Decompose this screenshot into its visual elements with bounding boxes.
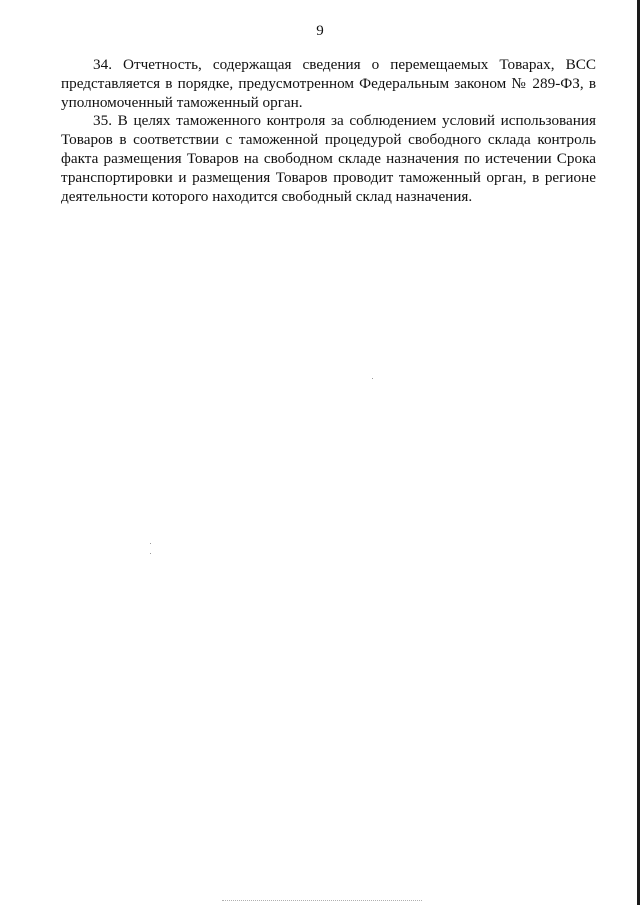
document-body: [61, 56, 596, 206]
page-number: 9: [316, 23, 324, 39]
scan-speck: [372, 378, 373, 379]
scan-speck: [150, 553, 151, 554]
scan-speck: [150, 543, 151, 544]
scan-bottom-artifact: [222, 900, 422, 902]
paragraph-35: 35. В целях таможенного контроля за соблюдением условий использования Товаров в соответствии с таможенной процедурой свободного склада контроль факта размещения Товаров на свободном складе назначения по истечении Срока транспортировки и размещения Товаров проводит таможенный орган, в регионе деятельности которого находится свободный склад назначения.: [61, 112, 596, 205]
paragraph-34: 34. Отчетность, содержащая сведения о перемещаемых Товарах, ВСС представляется в порядке, предусмотренном Федеральным законом № 289-ФЗ, в уполномоченный таможенный орган.: [61, 56, 596, 111]
